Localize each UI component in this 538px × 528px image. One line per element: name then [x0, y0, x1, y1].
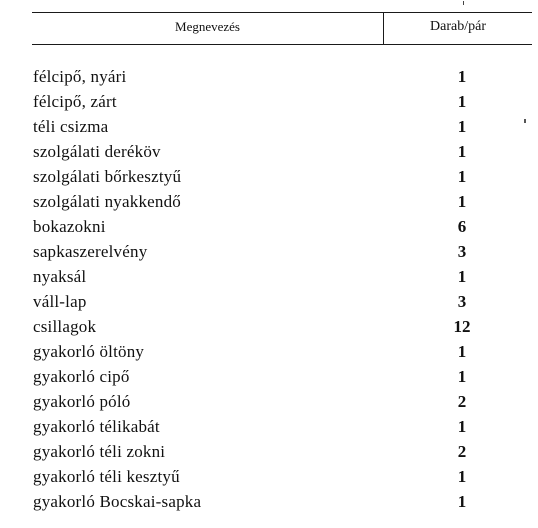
item-quantity: 3: [457, 242, 467, 261]
item-quantity: 1: [457, 117, 467, 136]
item-quantity: 1: [457, 92, 467, 111]
table-top-rule: [32, 12, 532, 13]
item-name: szolgálati bőrkesztyű: [33, 167, 182, 186]
item-name: gyakorló téli kesztyű: [33, 467, 180, 486]
table-row: [0, 289, 538, 314]
item-name: gyakorló öltöny: [33, 342, 145, 361]
table-row: [0, 414, 538, 439]
table-row: [0, 364, 538, 389]
table-row: [0, 314, 538, 339]
table-row: [0, 164, 538, 189]
item-quantity: 1: [457, 342, 467, 361]
table-row: [0, 139, 538, 164]
item-quantity: 1: [457, 167, 467, 186]
table-row: [0, 464, 538, 489]
item-quantity: 1: [457, 467, 467, 486]
table-row: [0, 339, 538, 364]
item-name: gyakorló Bocskai-sapka: [33, 492, 202, 511]
item-name: nyaksál: [33, 267, 87, 286]
item-name: félcipő, nyári: [33, 67, 127, 86]
item-quantity: 1: [457, 67, 467, 86]
item-name: téli csizma: [33, 117, 109, 136]
item-name: gyakorló téli zokni: [33, 442, 166, 461]
table-row: [0, 64, 538, 89]
item-name: csillagok: [33, 317, 97, 336]
item-name: gyakorló télikabát: [33, 417, 160, 436]
item-name: sapkaszerelvény: [33, 242, 148, 261]
table-row: [0, 189, 538, 214]
table-header-rule: [32, 44, 532, 45]
table-row: [0, 489, 538, 514]
item-name: szolgálati deréköv: [33, 142, 161, 161]
scan-mark: [463, 1, 464, 5]
item-quantity: 3: [457, 292, 467, 311]
item-name: váll-lap: [33, 292, 87, 311]
table-row: [0, 389, 538, 414]
item-name: félcipő, zárt: [33, 92, 117, 111]
table-row: [0, 214, 538, 239]
column-header-quantity: Darab/pár: [430, 19, 486, 34]
table-row: [0, 439, 538, 464]
item-quantity: 1: [457, 417, 467, 436]
column-header-name: Megnevezés: [175, 19, 240, 34]
item-quantity: 1: [457, 367, 467, 386]
item-name: gyakorló cipő: [33, 367, 130, 386]
table-row: [0, 114, 538, 139]
item-name: gyakorló póló: [33, 392, 131, 411]
item-quantity: 1: [457, 192, 467, 211]
item-quantity: 1: [457, 142, 467, 161]
table-body: [0, 64, 538, 514]
item-quantity: 1: [457, 267, 467, 286]
table-row: [0, 239, 538, 264]
table-row: [0, 89, 538, 114]
scan-mark: [524, 119, 526, 123]
item-quantity: 1: [457, 492, 467, 511]
item-quantity: 6: [457, 217, 467, 236]
item-quantity: 12: [453, 317, 471, 336]
item-name: szolgálati nyakkendő: [33, 192, 181, 211]
item-quantity: 2: [457, 442, 467, 461]
item-name: bokazokni: [33, 217, 106, 236]
item-quantity: 2: [457, 392, 467, 411]
table-row: [0, 264, 538, 289]
